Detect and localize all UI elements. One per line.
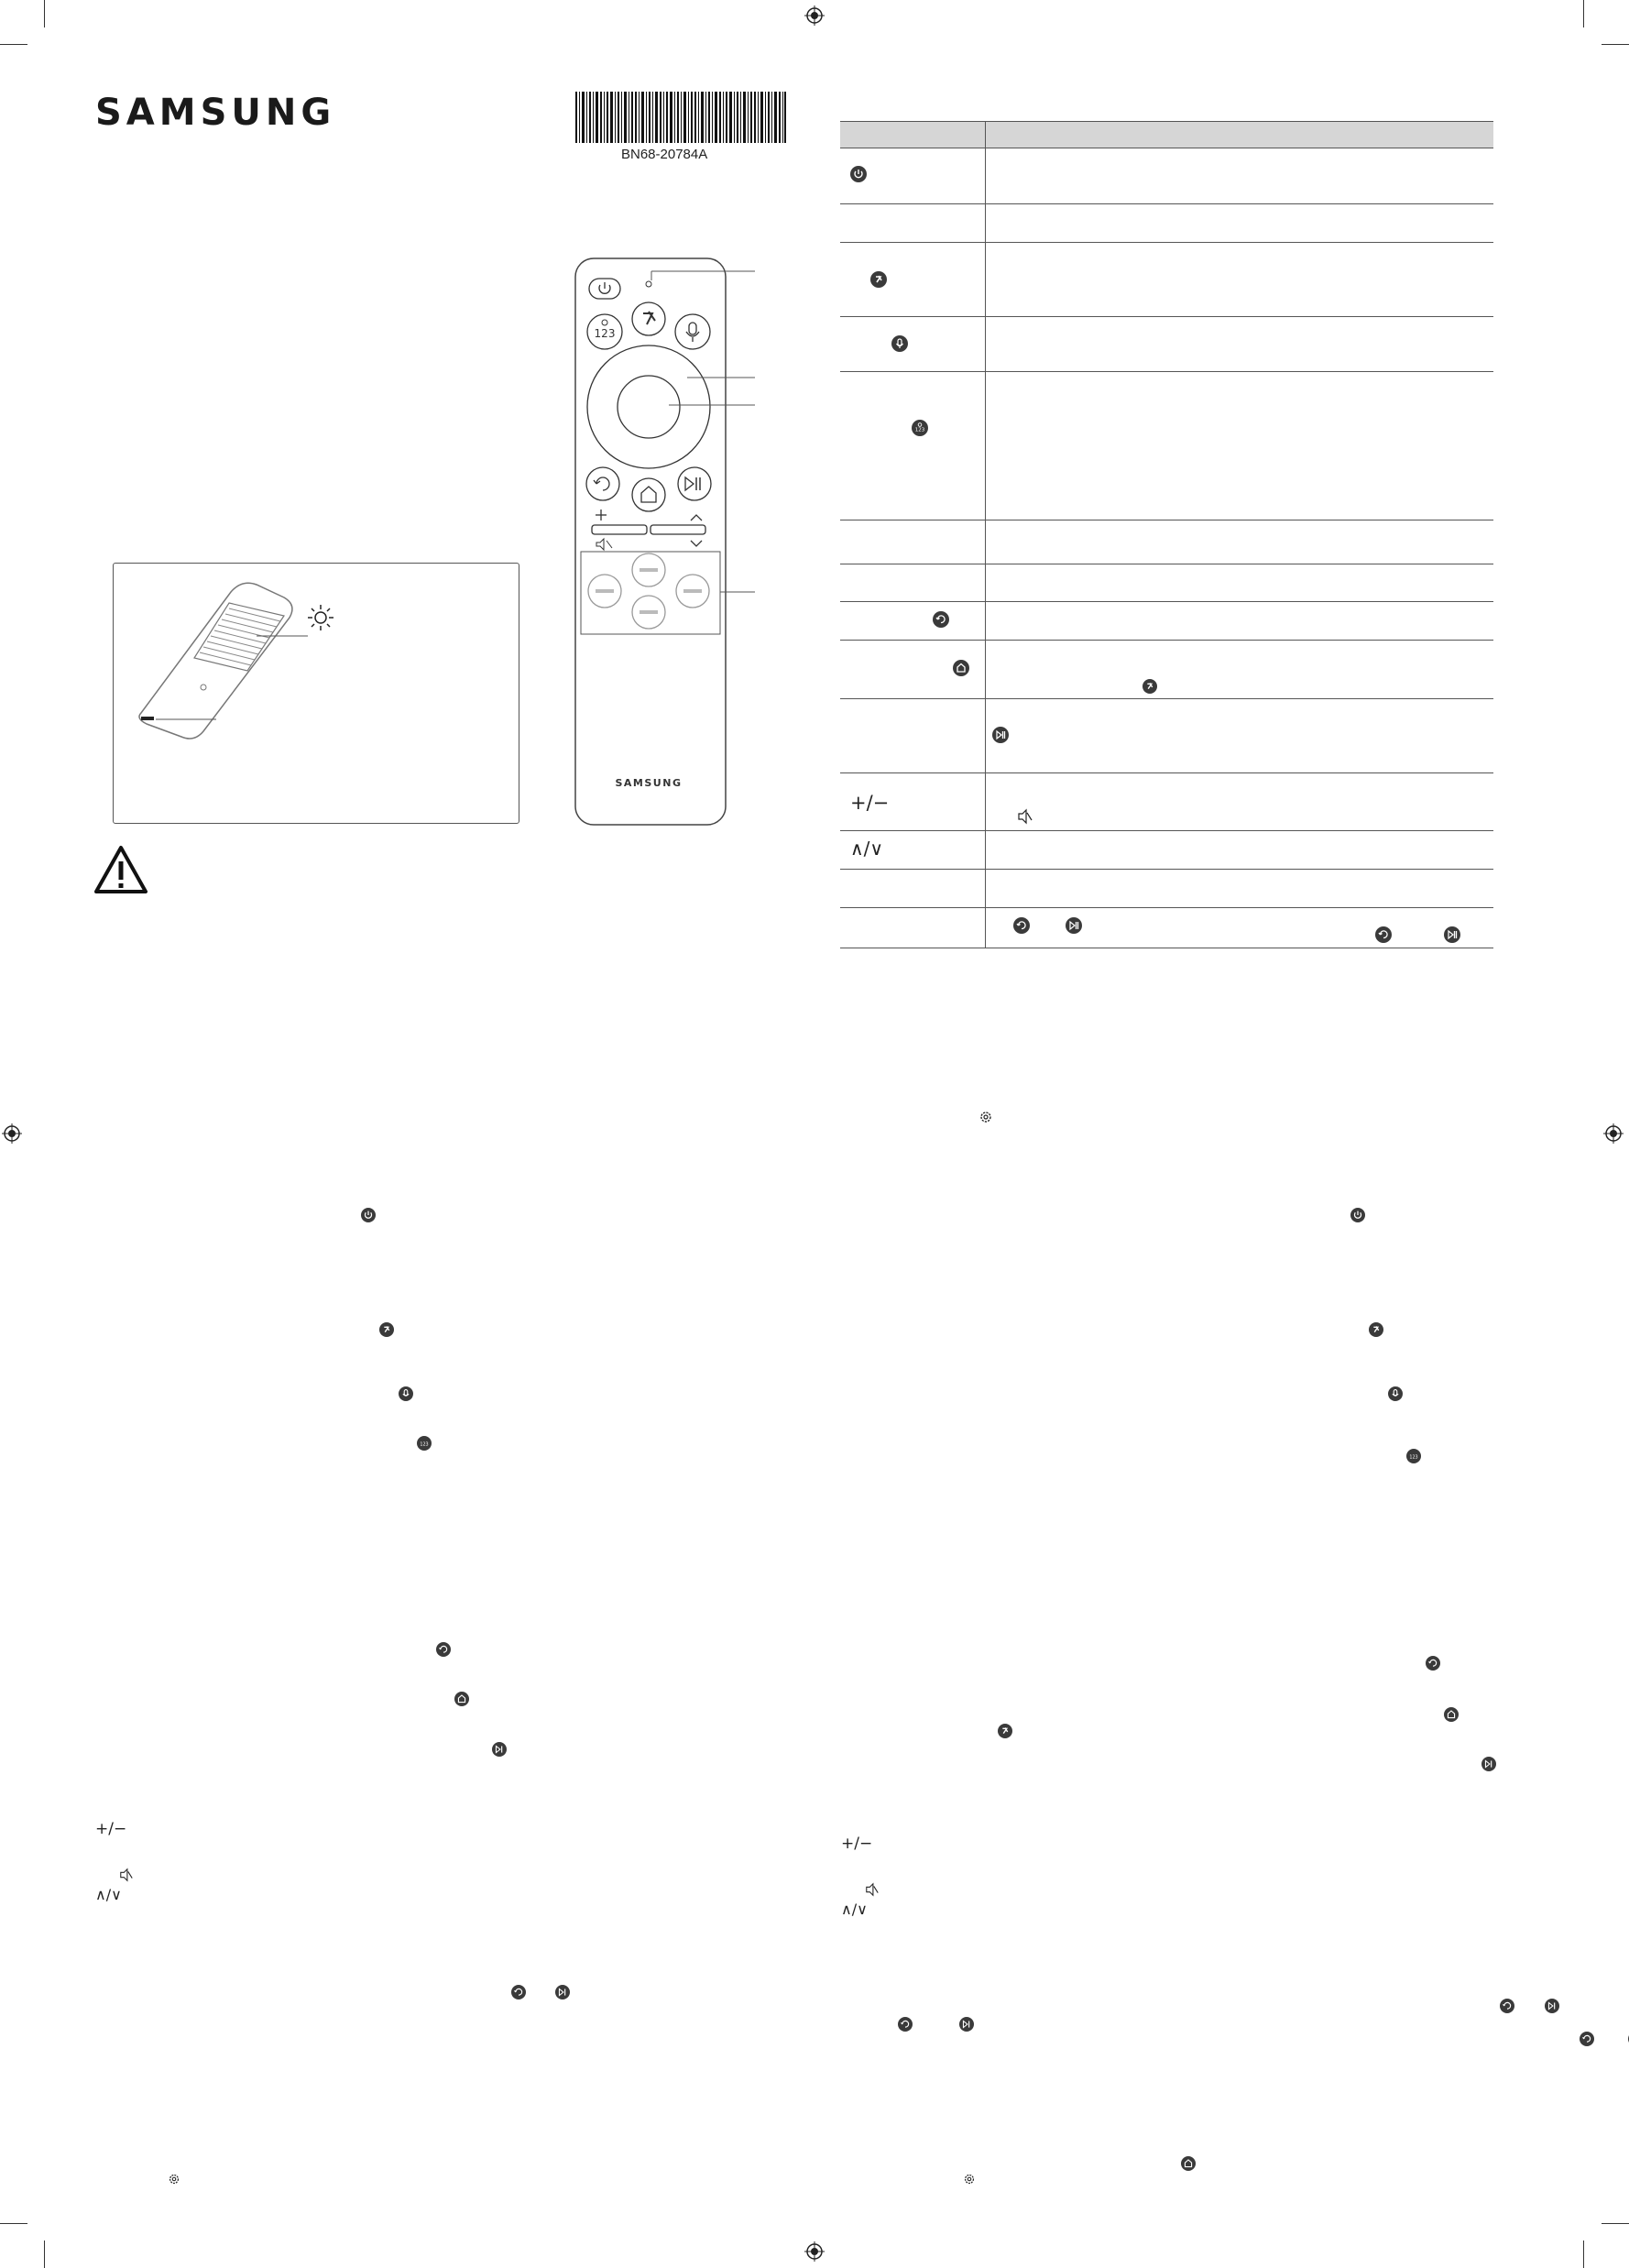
crop-mark — [44, 2241, 45, 2268]
back-icon — [1375, 926, 1392, 943]
play-pause-icon — [1545, 1999, 1559, 2013]
channel-symbol: ∧/∨ — [850, 838, 884, 860]
mute-icon — [1017, 808, 1033, 825]
table-row-line — [840, 371, 1493, 372]
play-pause-icon — [1444, 926, 1460, 943]
barcode — [575, 92, 786, 143]
back-icon — [1013, 917, 1030, 934]
samsung-logo: SAMSUNG — [95, 92, 336, 134]
remote-control-diagram — [568, 255, 760, 830]
registration-mark-icon — [804, 5, 825, 26]
numeric-color-icon — [1406, 1449, 1421, 1463]
microphone-icon — [891, 335, 908, 352]
table-divider — [985, 121, 986, 948]
crop-mark — [44, 0, 45, 27]
table-row-line — [840, 640, 1493, 641]
play-pause-icon — [492, 1742, 507, 1757]
registration-mark-icon — [1603, 1123, 1624, 1144]
mute-icon — [865, 1882, 880, 1897]
svg-text:123: 123 — [420, 1441, 429, 1448]
back-icon — [436, 1642, 451, 1657]
table-row-line — [840, 907, 1493, 908]
crop-mark — [0, 44, 27, 45]
svg-text:123: 123 — [1409, 1454, 1418, 1461]
settings-icon — [167, 2172, 181, 2186]
part-number: BN68-20784A — [621, 147, 708, 162]
home-icon — [1444, 1707, 1459, 1722]
table-row-line — [840, 772, 1493, 773]
play-pause-icon — [555, 1985, 570, 2000]
table-row-line — [840, 601, 1493, 602]
numeric-color-icon — [417, 1436, 432, 1451]
table-row-line — [840, 830, 1493, 831]
registration-mark-icon — [804, 2241, 825, 2262]
play-pause-icon — [992, 727, 1009, 743]
table-row-line — [840, 242, 1493, 243]
power-icon — [850, 166, 867, 182]
ambient-icon — [379, 1322, 394, 1337]
mute-icon — [119, 1868, 134, 1882]
volume-symbol: +/− — [841, 1835, 873, 1853]
svg-text:123: 123 — [594, 327, 616, 340]
home-icon — [953, 660, 969, 676]
back-icon — [1500, 1999, 1514, 2013]
svg-text:123: 123 — [915, 427, 925, 433]
back-icon — [933, 611, 949, 628]
button-table-header — [840, 121, 1493, 148]
play-pause-icon — [959, 2017, 974, 2032]
settings-icon — [962, 2172, 977, 2186]
back-icon — [1426, 1656, 1440, 1671]
home-icon — [1181, 2156, 1196, 2171]
crop-mark — [1602, 44, 1629, 45]
channel-symbol: ∧/∨ — [95, 1886, 122, 1903]
power-icon — [361, 1208, 376, 1222]
ambient-icon — [1142, 679, 1157, 694]
back-icon — [898, 2017, 913, 2032]
play-pause-icon — [1066, 917, 1082, 934]
back-icon — [1580, 2032, 1594, 2046]
solar-remote-illustration — [128, 575, 348, 740]
crop-mark — [1583, 2241, 1584, 2268]
ambient-icon — [998, 1724, 1012, 1738]
svg-text:SAMSUNG: SAMSUNG — [615, 777, 683, 789]
table-row-line — [840, 316, 1493, 317]
warning-icon — [93, 845, 148, 894]
home-icon — [454, 1692, 469, 1706]
channel-symbol: ∧/∨ — [841, 1901, 868, 1918]
table-row-line — [840, 698, 1493, 699]
microphone-icon — [399, 1386, 413, 1401]
back-icon — [511, 1985, 526, 2000]
play-pause-icon — [1481, 1757, 1496, 1771]
registration-mark-icon — [2, 1123, 22, 1144]
crop-mark — [1602, 2223, 1629, 2224]
table-row-line — [840, 869, 1493, 870]
crop-mark — [0, 2223, 27, 2224]
sun-icon — [308, 605, 333, 630]
power-icon — [1350, 1208, 1365, 1222]
ambient-icon — [1369, 1322, 1383, 1337]
volume-symbol: +/− — [850, 792, 890, 814]
numeric-color-icon — [912, 420, 928, 436]
ambient-icon — [870, 271, 887, 288]
crop-mark — [1583, 0, 1584, 27]
microphone-icon — [1388, 1386, 1403, 1401]
settings-icon — [978, 1109, 994, 1125]
table-row-line — [840, 203, 1493, 204]
volume-symbol: +/− — [95, 1820, 127, 1838]
